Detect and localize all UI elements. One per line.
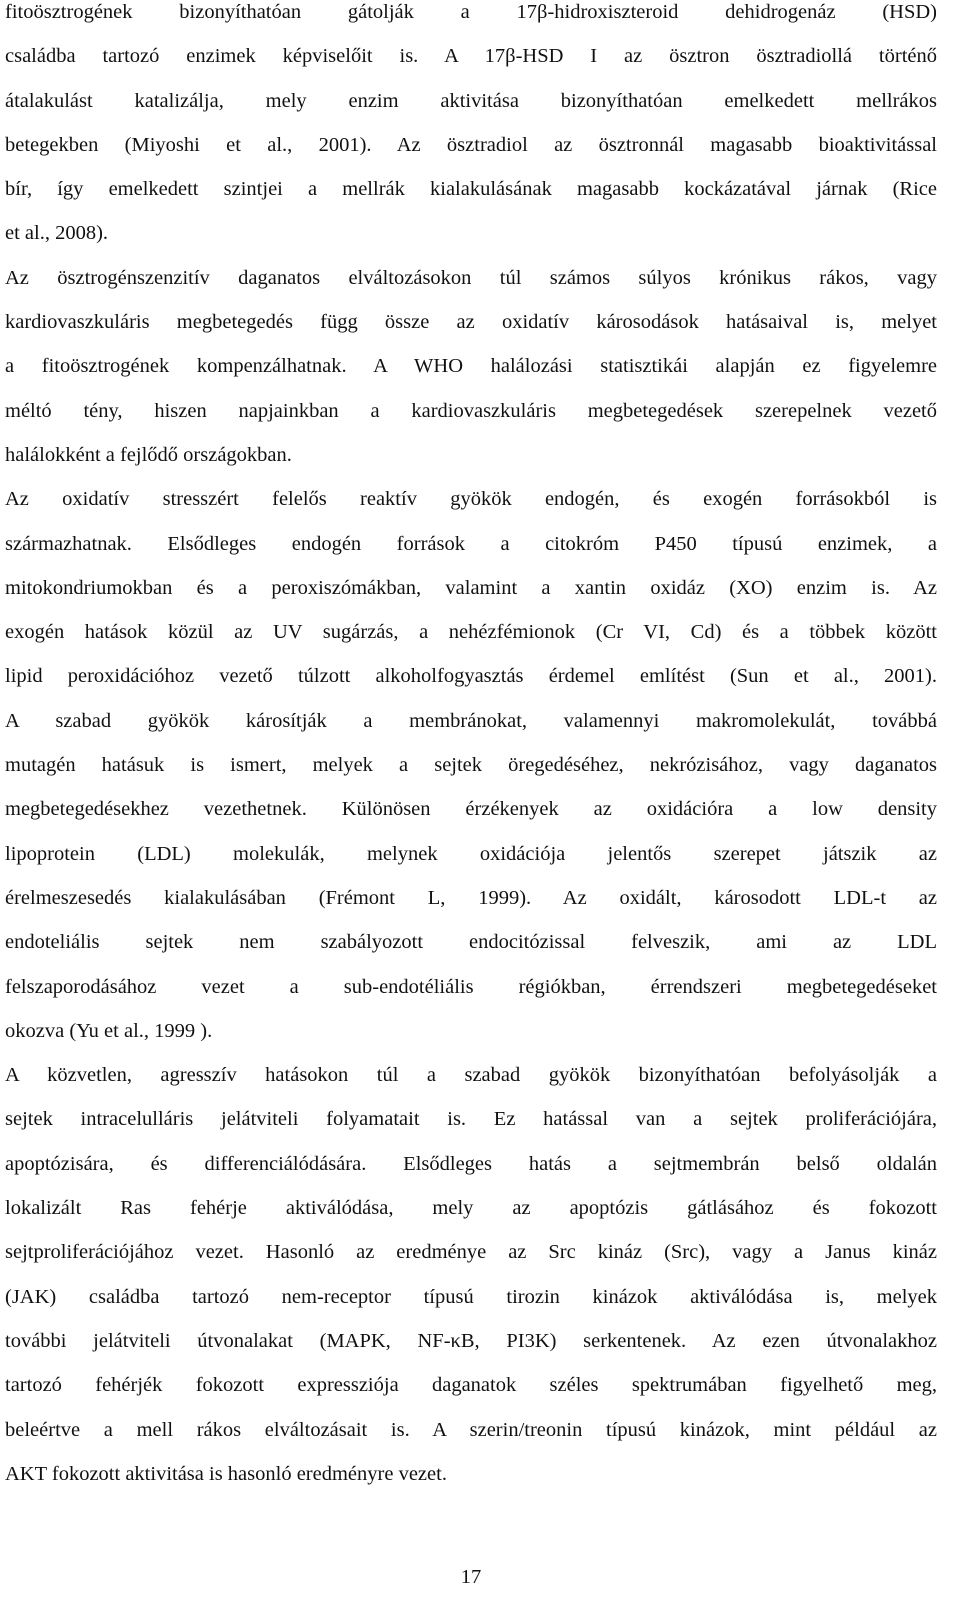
text-line: tartozó fehérjék fokozott expressziója daganatok széles spektrumában figyelhető meg, — [5, 1374, 937, 1397]
paragraph — [5, 477, 937, 1053]
text-line: méltó tény, hiszen napjainkban a kardiovaszkuláris megbetegedések szerepelnek vezető — [5, 399, 937, 422]
text-line: származhatnak. Elsődleges endogén források a citokróm P450 típusú enzimek, a — [5, 532, 937, 555]
text-line: (JAK) családba tartozó nem-receptor típusú tirozin kinázok aktiválódása is, melyek — [5, 1285, 937, 1308]
page-number: 17 — [460, 1566, 482, 1588]
text-line: A szabad gyökök károsítják a membránokat, valamennyi makromolekulát, továbbá — [5, 709, 937, 732]
text-line: kardiovaszkuláris megbetegedés függ össze az oxidatív károsodások hatásaival is, melyet — [5, 311, 937, 334]
text-line: lipoprotein (LDL) molekulák, melynek oxidációja jelentős szerepet játszik az — [5, 842, 937, 865]
paragraph — [5, 0, 937, 256]
text-line: okozva (Yu et al., 1999 ). — [5, 1019, 213, 1042]
text-line: A közvetlen, agresszív hatásokon túl a szabad gyökök bizonyíthatóan befolyásolják a — [5, 1064, 937, 1087]
paragraph — [5, 256, 937, 477]
text-line: érelmeszesedés kialakulásában (Frémont L, 1999). Az oxidált, károsodott LDL-t az — [5, 886, 937, 909]
document-page — [5, 0, 937, 1604]
text-line: AKT fokozott aktivitása is hasonló eredményre vezet. — [5, 1462, 447, 1485]
text-line: lipid peroxidációhoz vezető túlzott alkoholfogyasztás érdemel említést (Sun et al., 2001). — [5, 665, 937, 688]
text-line: betegekben (Miyoshi et al., 2001). Az ösztradiol az ösztronnál magasabb bioaktivitással — [5, 133, 937, 156]
text-line: családba tartozó enzimek képviselőit is. A 17β-HSD I az ösztron ösztradiollá történő — [5, 45, 937, 68]
text-line: endoteliális sejtek nem szabályozott endocitózissal felveszik, ami az LDL — [5, 931, 937, 954]
text-line: Az ösztrogénszenzitív daganatos elváltozásokon túl számos súlyos krónikus rákos, vagy — [5, 266, 937, 289]
text-line: halálokként a fejlődő országokban. — [5, 443, 292, 466]
text-line: felszaporodásához vezet a sub-endotéliális régiókban, érrendszeri megbetegedéseket — [5, 975, 937, 998]
text-line: apoptózisára, és differenciálódására. Elsődleges hatás a sejtmembrán belső oldalán — [5, 1152, 937, 1175]
text-line: sejtek intracelulláris jelátviteli folyamatait is. Ez hatással van a sejtek proliferációjára, — [5, 1108, 937, 1131]
text-line: sejtproliferációjához vezet. Hasonló az eredménye az Src kináz (Src), vagy a Janus kináz — [5, 1241, 937, 1264]
text-line: lokalizált Ras fehérje aktiválódása, mely az apoptózis gátlásához és fokozott — [5, 1197, 937, 1220]
body-text — [5, 0, 937, 1496]
text-line: beleértve a mell rákos elváltozásait is. A szerin/treonin típusú kinázok, mint például az — [5, 1418, 937, 1441]
text-line: további jelátviteli útvonalakat (MAPK, NF-κB, PI3K) serkentenek. Az ezen útvonalakhoz — [5, 1329, 937, 1352]
text-line: fitoösztrogének bizonyíthatóan gátolják a 17β-hidroxiszteroid dehidrogenáz (HSD) — [5, 1, 937, 23]
text-line: Az oxidatív stresszért felelős reaktív gyökök endogén, és exogén forrásokból is — [5, 488, 937, 511]
text-line: exogén hatások közül az UV sugárzás, a nehézfémionok (Cr VI, Cd) és a többek között — [5, 621, 937, 644]
text-line: bír, így emelkedett szintjei a mellrák kialakulásának magasabb kockázatával járnak (Rice — [5, 178, 937, 201]
text-line: megbetegedésekhez vezethetnek. Különösen érzékenyek az oxidációra a low density — [5, 798, 937, 821]
text-line: átalakulást katalizálja, mely enzim aktivitása bizonyíthatóan emelkedett mellrákos — [5, 89, 937, 112]
text-line: mitokondriumokban és a peroxiszómákban, valamint a xantin oxidáz (XO) enzim is. Az — [5, 576, 937, 599]
text-line: et al., 2008). — [5, 222, 109, 245]
text-line: a fitoösztrogének kompenzálhatnak. A WHO halálozási statisztikái alapján ez figyelemre — [5, 355, 937, 378]
text-line: mutagén hatásuk is ismert, melyek a sejtek öregedéséhez, nekrózisához, vagy daganatos — [5, 754, 937, 777]
paragraph — [5, 1053, 937, 1496]
